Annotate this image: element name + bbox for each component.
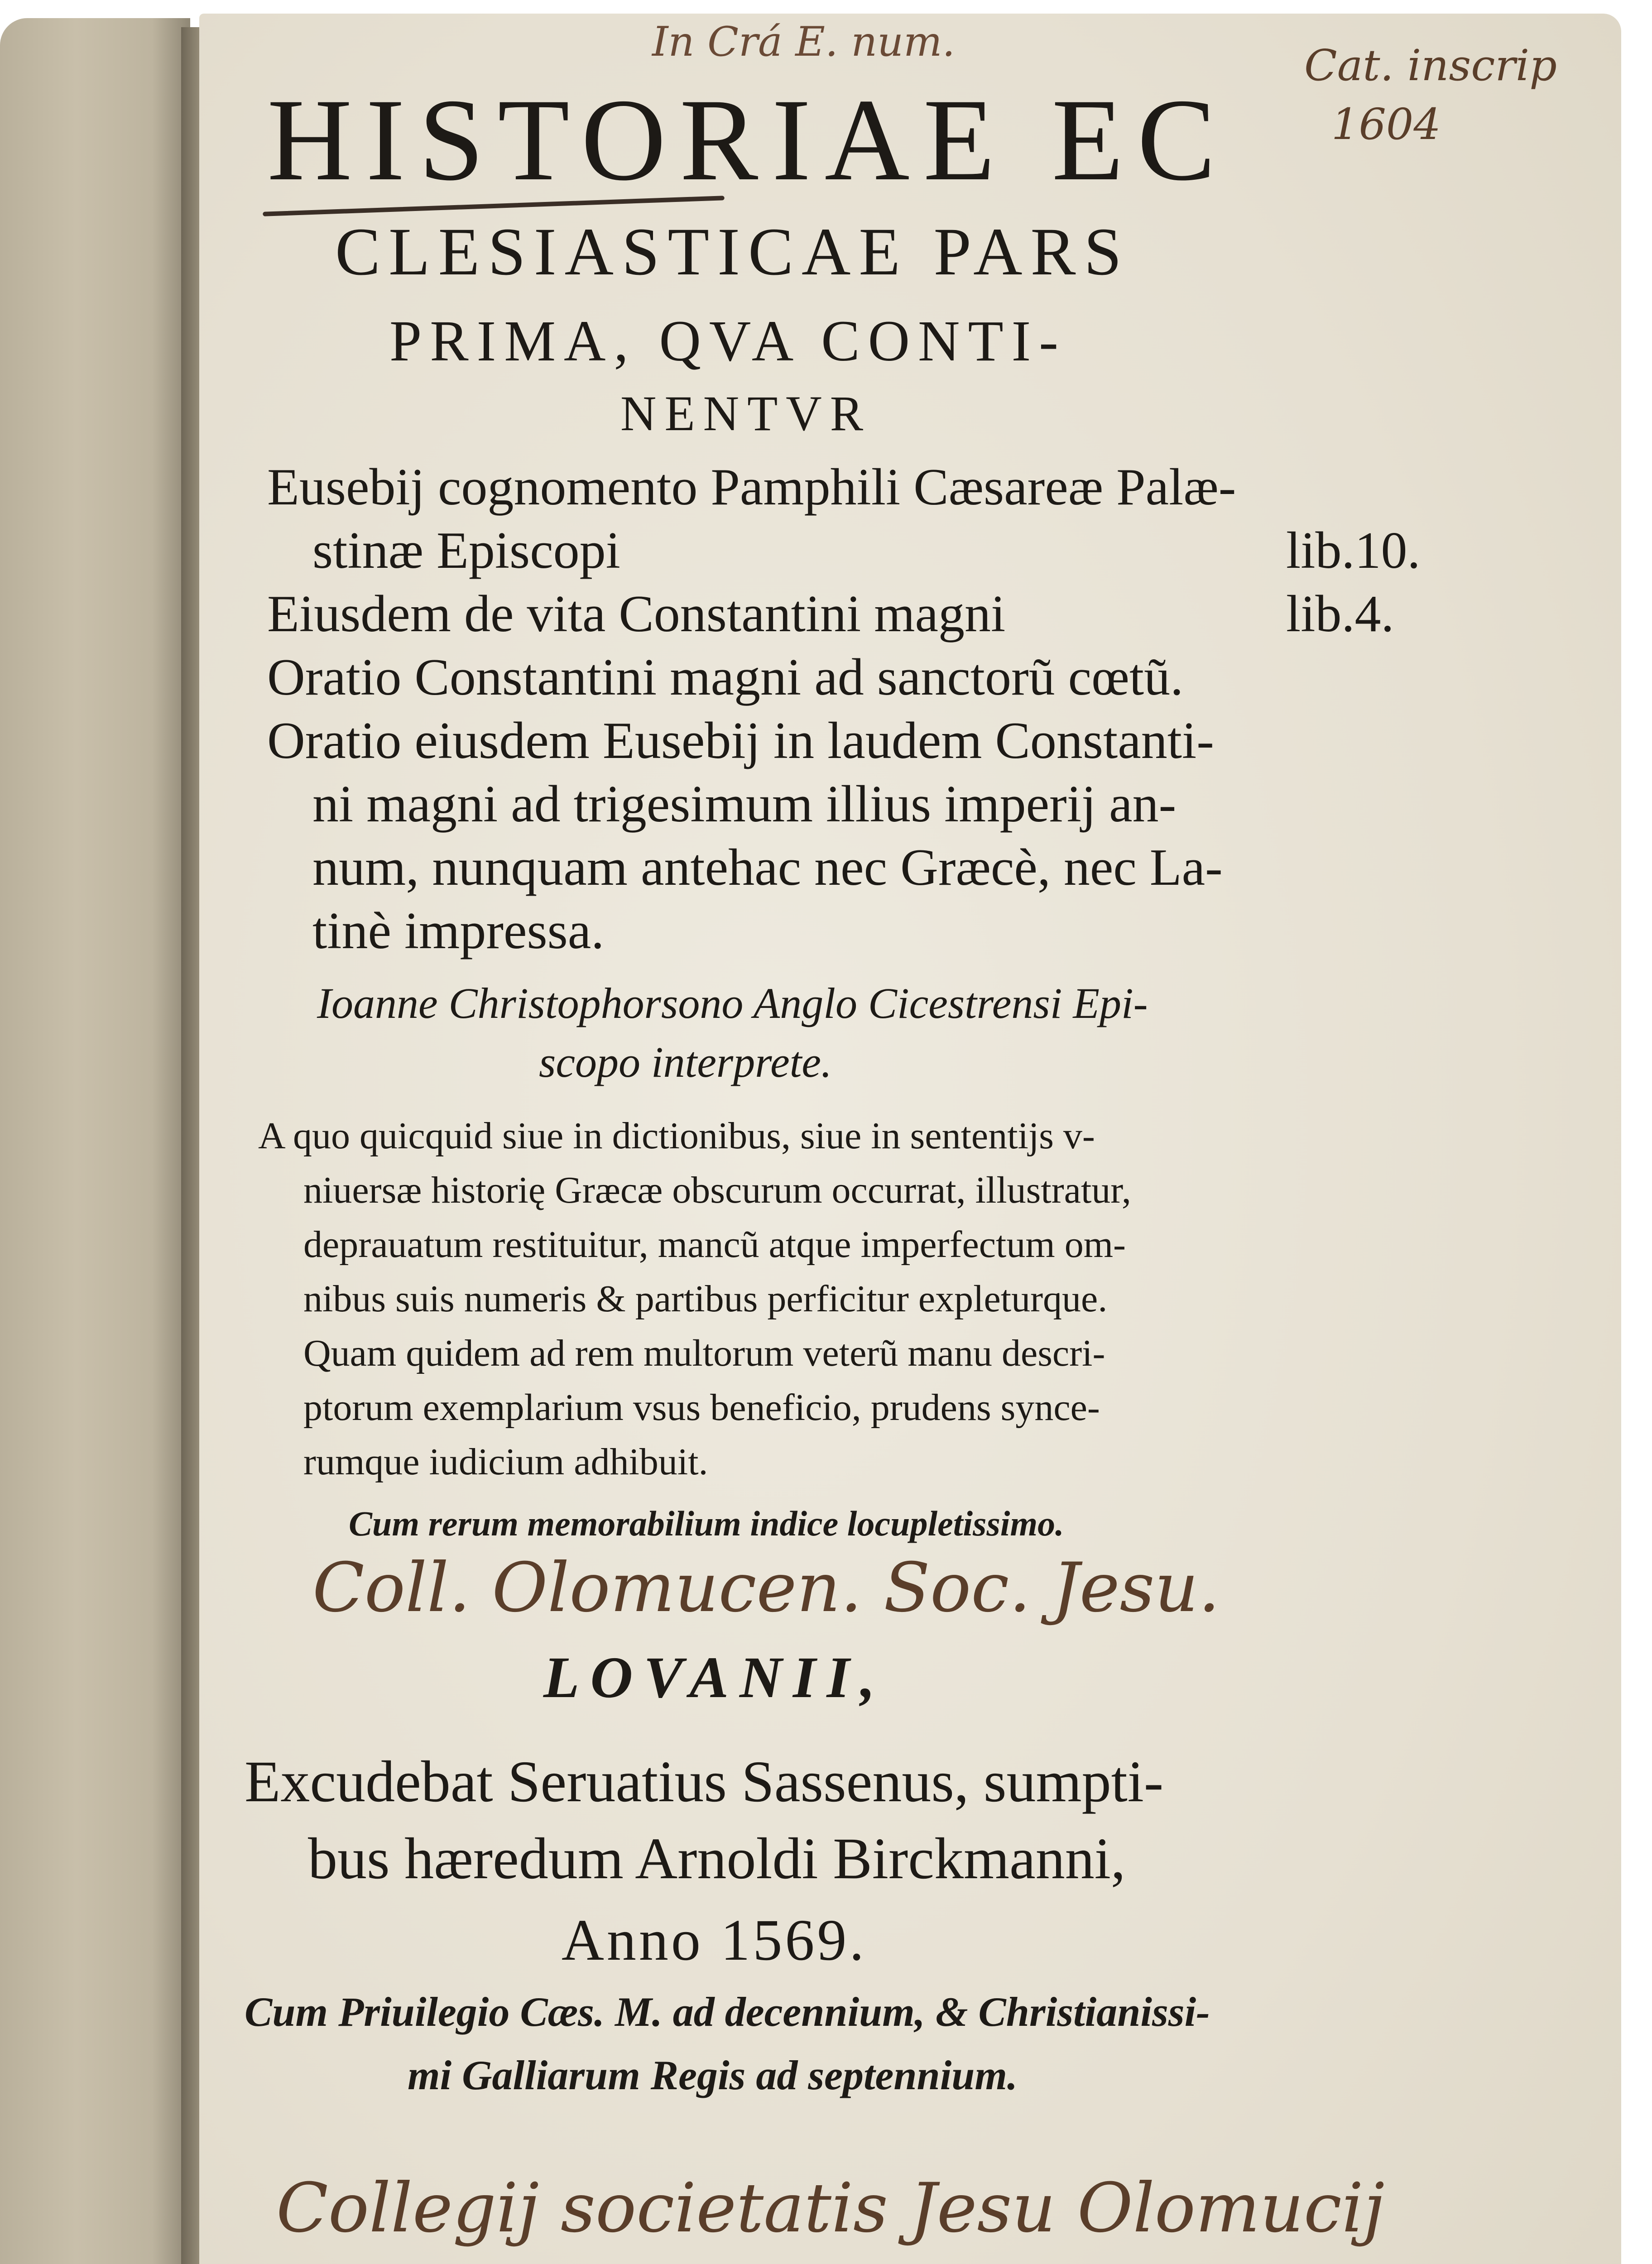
description-line-7: rumque iudicium adhibuit. xyxy=(303,1441,708,1483)
index-note: Cum rerum memorabilium indice locupletissimo. xyxy=(349,1504,1064,1543)
contents-line-3: Eiusdem de vita Constantini magni xyxy=(267,585,1006,643)
description-line-6: ptorum exemplarium vsus beneficio, prudens synce- xyxy=(303,1386,1100,1429)
privilege-line-2: mi Galliarum Regis ad septennium. xyxy=(408,2052,1018,2098)
description-line-5: Quam quidem ad rem multorum veterũ manu descri- xyxy=(303,1332,1105,1374)
description-line-3: deprauatum restituitur, mancũ atque imperfectum om- xyxy=(303,1223,1126,1266)
title-line-3: PRIMA, QVA CONTI- xyxy=(389,309,1066,373)
contents-line-5: Oratio eiusdem Eusebij in laudem Constanti- xyxy=(267,712,1214,770)
title-line-4: NENTVR xyxy=(620,386,872,441)
contents-line-6: ni magni ad trigesimum illius imperij an- xyxy=(312,775,1177,833)
description-line-1: A quo quicquid siue in dictionibus, siue in sententijs v- xyxy=(258,1115,1095,1157)
contents-line-3-book: lib.4. xyxy=(1286,585,1394,643)
imprint-line-2: bus hæredum Arnoldi Birckmanni, xyxy=(308,1826,1126,1891)
book-cover-board xyxy=(0,18,190,2264)
manuscript-inscription-middle: Coll. Olomucen. Soc. Jesu. xyxy=(312,1549,1220,1627)
translator-line-2: scopo interprete. xyxy=(539,1038,832,1086)
imprint-place: LOVANII, xyxy=(543,1645,886,1710)
imprint-line-1: Excudebat Seruatius Sassenus, sumpti- xyxy=(245,1749,1164,1814)
privilege-line-1: Cum Priuilegio Cæs. M. ad decennium, & Christianissi- xyxy=(245,1989,1210,2035)
description-line-4: nibus suis numeris & partibus perficitur expleturque. xyxy=(303,1278,1108,1320)
title-line-2: CLESIASTICAE PARS xyxy=(335,214,1130,289)
title-page xyxy=(199,14,1621,2264)
contents-line-8: tinè impressa. xyxy=(312,902,605,960)
manuscript-note-top: In Crá E. num. xyxy=(652,18,956,66)
title-line-1: HISTORIAE EC xyxy=(267,75,1229,205)
contents-line-2-book: lib.10. xyxy=(1286,522,1421,580)
manuscript-catalog-note: Cat. inscrip xyxy=(1304,41,1557,91)
description-line-2: niuersæ historię Græcæ obscurum occurrat, illustratur, xyxy=(303,1169,1131,1211)
contents-line-7: num, nunquam antehac nec Græcè, nec La- xyxy=(312,839,1223,897)
translator-line-1: Ioanne Christophorsono Anglo Cicestrensi Epi- xyxy=(317,979,1148,1027)
contents-line-1: Eusebij cognomento Pamphili Cæsareæ Palæ- xyxy=(267,458,1236,516)
contents-line-2: stinæ Episcopi xyxy=(312,522,620,580)
manuscript-catalog-number: 1604 xyxy=(1331,100,1441,149)
manuscript-inscription-bottom: Collegij societatis Jesu Olomucij xyxy=(276,2169,1385,2248)
imprint-line-3: Anno 1569. xyxy=(562,1908,867,1973)
contents-line-4: Oratio Constantini magni ad sanctorũ cœtũ. xyxy=(267,648,1184,706)
